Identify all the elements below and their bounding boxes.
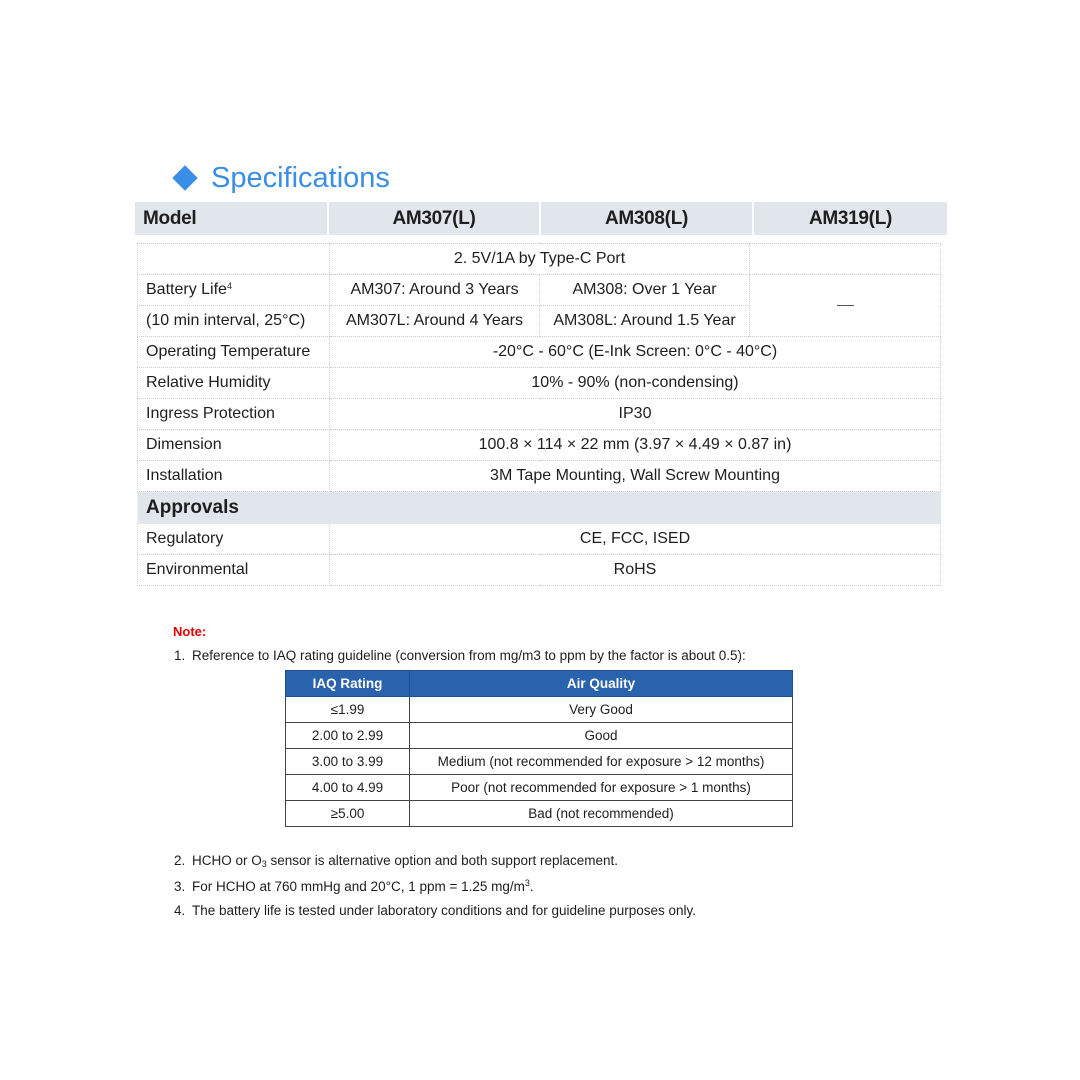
model-label: Model [135,202,329,235]
spec-row [138,399,941,430]
superscript: 3 [524,878,530,888]
battery-am308: AM308: Over 1 Year [540,275,750,306]
iaq-quality: Bad (not recommended) [410,801,793,827]
battery-am308l: AM308L: Around 1.5 Year [540,306,750,337]
spec-table [137,243,941,586]
section-title: Specifications [211,161,390,194]
note-text: Reference to IAQ rating guideline (conversion from mg/m3 to ppm by the factor is about 0.5): [192,648,746,663]
diamond-bullet-icon [172,165,197,190]
iaq-row [286,697,793,723]
spec-row [138,430,941,461]
approval-value: RoHS [330,555,941,586]
spec-row [138,461,941,492]
approval-row [138,555,941,586]
approval-label: Regulatory [138,524,330,555]
power-value: 2. 5V/1A by Type-C Port [330,244,750,275]
subscript: 3 [261,859,267,869]
spec-row [138,337,941,368]
iaq-rating: 3.00 to 3.99 [286,749,410,775]
note-number: 2. [174,853,186,868]
approvals-section-row [138,492,941,524]
iaq-row [286,775,793,801]
note-label: Note: [173,624,207,639]
power-row [138,244,941,275]
note-number: 4. [174,903,186,918]
note-item-2: 2. HCHO or $O_3$ sensor is alternative option and both support replacement. [174,853,618,869]
battery-am307: AM307: Around 3 Years [330,275,540,306]
battery-condition: (10 min interval, 25°C) [138,306,330,337]
iaq-header-row [286,671,793,697]
iaq-header-quality: Air Quality [410,671,793,697]
iaq-quality: Very Good [410,697,793,723]
model-am307: AM307(L) [329,202,541,235]
iaq-row [286,801,793,827]
iaq-header-rating: IAQ Rating [286,671,410,697]
approvals-title: Approvals [138,492,941,524]
iaq-rating: ≥5.00 [286,801,410,827]
approval-value: CE, FCC, ISED [330,524,941,555]
spec-value: 3M Tape Mounting, Wall Screw Mounting [330,461,941,492]
approval-row [138,524,941,555]
battery-am307l: AM307L: Around 4 Years [330,306,540,337]
note-text: The battery life is tested under laboratory conditions and for guideline purposes only. [192,903,697,918]
iaq-row [286,723,793,749]
approval-label: Environmental [138,555,330,586]
note-item-4 [174,903,696,918]
iaq-quality: Medium (not recommended for exposure > 12 months) [410,749,793,775]
note-number: 3. [174,879,186,894]
iaq-row [286,749,793,775]
iaq-rating: 4.00 to 4.99 [286,775,410,801]
spec-value: -20°C - 60°C (E-Ink Screen: 0°C - 40°C) [330,337,941,368]
model-am308: AM308(L) [541,202,754,235]
battery-am319 [750,275,941,337]
iaq-quality: Poor (not recommended for exposure > 1 months) [410,775,793,801]
iaq-rating: 2.00 to 2.99 [286,723,410,749]
model-header-row [135,202,947,235]
spec-label: Operating Temperature [138,337,330,368]
battery-row-1 [138,275,941,306]
not-applicable-dash [837,305,854,306]
battery-label: Battery Life$^4$ [138,275,330,306]
model-am319: AM319(L) [754,202,947,235]
power-label-cell [138,244,330,275]
spec-value: 10% - 90% (non-condensing) [330,368,941,399]
spec-label: Dimension [138,430,330,461]
spec-value: IP30 [330,399,941,430]
note-number: 1. [174,648,186,663]
spec-label: Installation [138,461,330,492]
note-item-1 [174,648,746,663]
iaq-quality: Good [410,723,793,749]
spec-label: Ingress Protection [138,399,330,430]
section-heading [172,158,390,198]
note-item-3: 3. For HCHO at 760 mmHg and 20°C, 1 ppm = 1.25 $mg/m^3$. [174,878,534,894]
spec-row [138,368,941,399]
footnote-marker: 4 [226,281,232,291]
spec-label: Relative Humidity [138,368,330,399]
spec-value: 100.8 × 114 × 22 mm (3.97 × 4.49 × 0.87 in) [330,430,941,461]
power-am319-cell [750,244,941,275]
iaq-rating: ≤1.99 [286,697,410,723]
iaq-rating-table [285,670,793,827]
